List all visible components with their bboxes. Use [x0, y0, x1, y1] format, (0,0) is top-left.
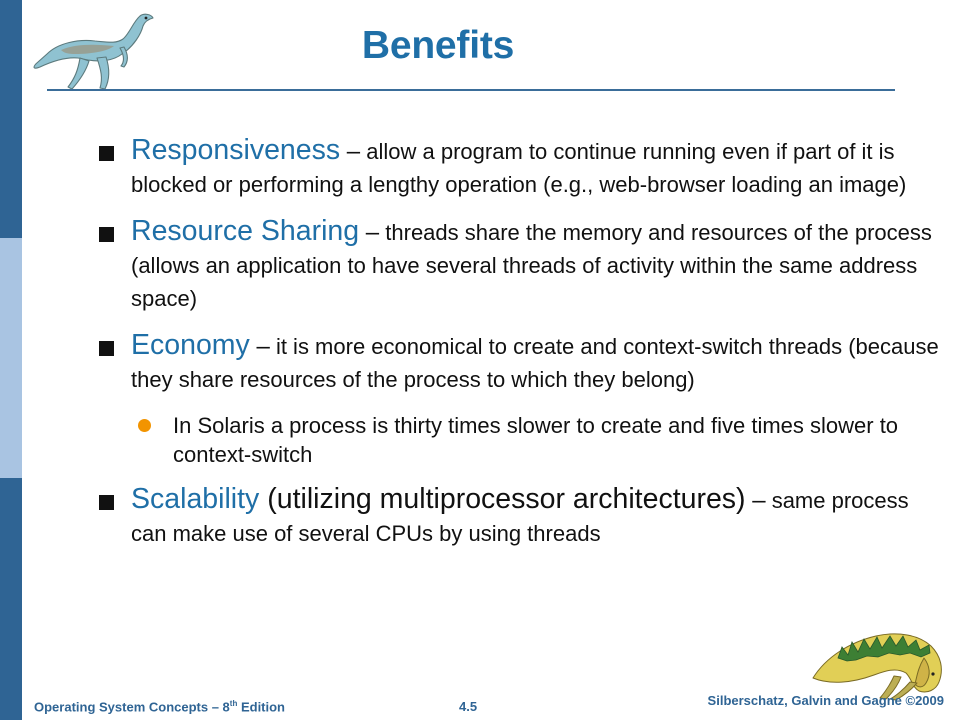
bullet-square-icon	[99, 146, 114, 161]
bullet-heading: Resource Sharing	[131, 215, 360, 247]
bullet-heading: Economy	[131, 329, 250, 361]
slide-page-number: 4.5	[459, 699, 478, 714]
sidebar-segment-bottom	[0, 478, 22, 720]
bullet-square-icon	[99, 495, 114, 510]
title-divider	[47, 89, 895, 91]
footer-title-tail: Edition	[237, 699, 286, 715]
bullet-text: threads share the memory and resources of the process (allows an application to have several threads of activity within the same address space)	[131, 220, 932, 311]
bullet-heading: Scalability	[131, 483, 260, 515]
sub-bullet-dot-icon	[138, 419, 151, 432]
bullet-dash: –	[340, 138, 361, 165]
bullet-dash: –	[745, 487, 766, 514]
bullet-text: allow a program to continue running even if part of it is blocked or performing a lengthy operation (e.g., web-browser loading an image)	[131, 139, 907, 197]
bullet-list	[96, 135, 946, 565]
sub-bullet-text: In Solaris a process is thirty times slower to create and five times slower to context-switch	[173, 413, 899, 467]
bullet-square-icon	[99, 227, 114, 242]
bullet-dash: –	[249, 333, 270, 360]
bullet-resource-sharing	[96, 216, 946, 317]
footer-copyright: Silberschatz, Galvin and Gagne ©2009	[707, 693, 944, 708]
bullet-square-icon	[99, 341, 114, 356]
footer-title-superscript: th	[229, 699, 238, 708]
slide-sidebar	[0, 0, 22, 720]
bullet-text: same process can make use of several CPUs by using threads	[131, 488, 909, 546]
sub-bullet-solaris	[96, 411, 946, 469]
bullet-responsiveness	[96, 135, 946, 203]
footer-book-title	[34, 699, 285, 714]
bullet-economy	[96, 330, 946, 398]
bullet-text: it is more economical to create and context-switch threads (because they share resources of the process to which they belong)	[131, 334, 939, 392]
bullet-scalability	[96, 484, 946, 552]
bullet-dash: –	[359, 219, 380, 246]
bullet-heading: Responsiveness	[131, 134, 341, 166]
bullet-heading-extra: (utilizing multiprocessor architectures)	[259, 483, 746, 515]
dinosaur-icon	[808, 612, 958, 702]
footer-title-main: Operating System Concepts – 8	[34, 699, 230, 715]
slide-title: Benefits	[361, 24, 515, 67]
sidebar-segment-middle	[0, 238, 22, 478]
